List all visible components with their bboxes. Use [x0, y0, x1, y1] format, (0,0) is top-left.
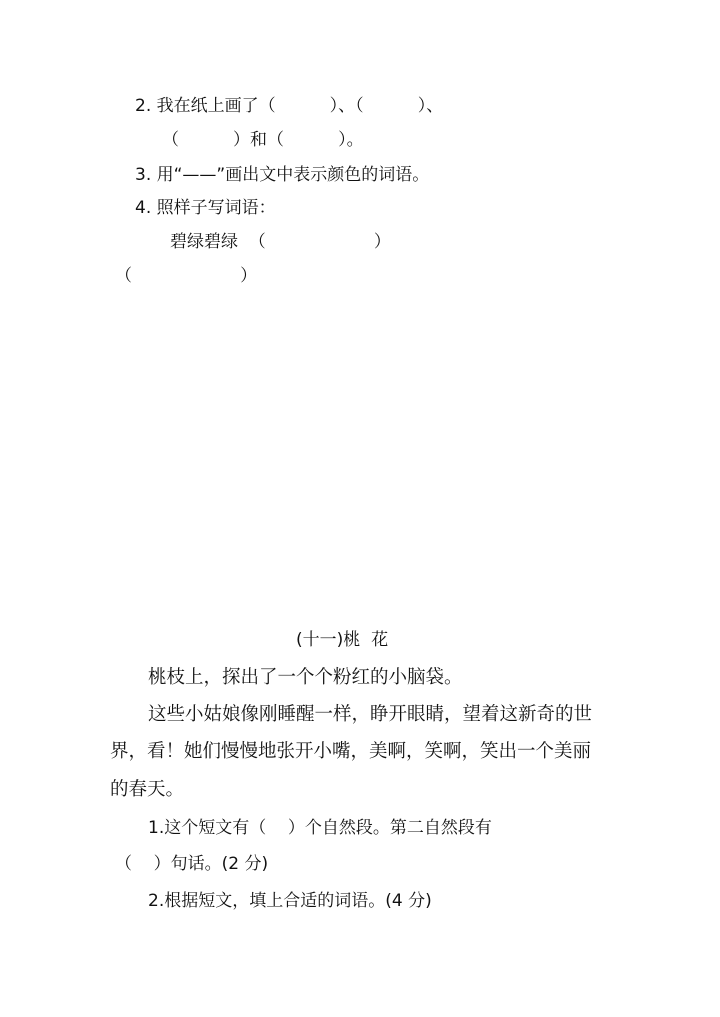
passage-question-1-line-2: （ ）句话。(2 分) — [115, 854, 269, 874]
question-3: 3. 用“——”画出文中表示颜色的词语。 — [135, 165, 430, 185]
passage-title: (十一)桃 花 — [296, 630, 389, 650]
question-4-example: 碧绿碧绿 （ ） — [170, 232, 391, 252]
question-2-line-1: 2. 我在纸上画了（ ）、（ ）、 — [135, 96, 444, 116]
passage-paragraph-2-line-1: 这些小姑娘像刚睡醒一样，睁开眼睛，望着这新奇的世 — [148, 704, 593, 725]
passage-paragraph-1: 桃枝上，探出了一个个粉红的小脑袋。 — [148, 667, 463, 688]
question-4-blank: （ ） — [115, 266, 258, 286]
question-4: 4. 照样子写词语： — [135, 198, 276, 218]
passage-paragraph-2-line-3: 的春天。 — [110, 779, 185, 800]
passage-question-1-line-1: 1.这个短文有（ ）个自然段。第二自然段有 — [148, 818, 492, 838]
passage-question-2: 2.根据短文，填上合适的词语。(4 分) — [148, 891, 432, 911]
question-2-line-2: （ ）和（ ）。 — [162, 130, 364, 150]
passage-paragraph-2-line-2: 界，看！她们慢慢地张开小嘴，美啊，笑啊，笑出一个美丽 — [110, 741, 592, 762]
